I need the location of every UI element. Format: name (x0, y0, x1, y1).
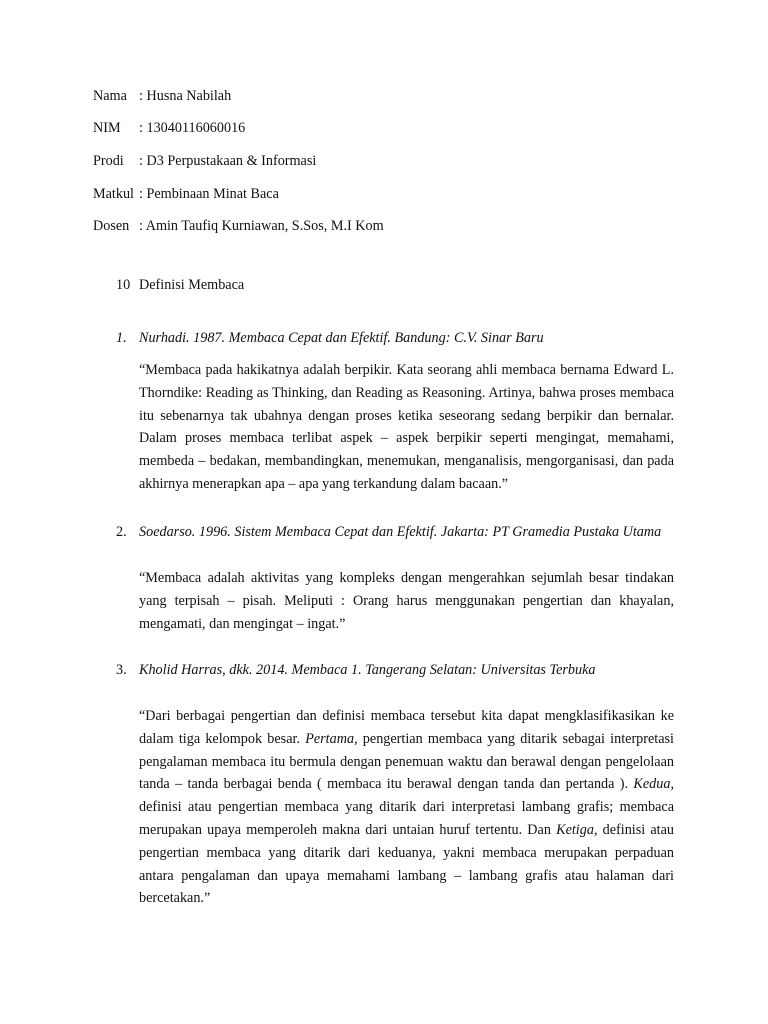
citation-text: Kholid Harras, dkk. 2014. Membaca 1. Tangerang Selatan: Universitas Terbuka (139, 662, 596, 678)
list-item-number: 3. (116, 662, 127, 678)
quote-paragraph (139, 705, 674, 910)
header-value: : Amin Taufiq Kurniawan, S.Sos, M.I Kom (139, 218, 384, 234)
header-row-nama (93, 86, 231, 106)
section-heading (116, 275, 244, 295)
list-item-citation (116, 660, 595, 680)
header-label: Prodi (93, 153, 124, 169)
list-item-number: 2. (116, 524, 127, 540)
quote-text: , definisi atau pengertian membaca yang ditarik dari interpretasi lambang grafis; membaca merupakan upaya memperoleh makna dari untaian huruf tertentu. Dan (139, 776, 674, 838)
header-row-prodi (93, 151, 316, 171)
header-label: NIM (93, 120, 121, 136)
header-label: Matkul (93, 186, 134, 202)
quote-paragraph: “Membaca adalah aktivitas yang kompleks dengan mengerahkan sejumlah besar tindakan yang terpisah – pisah. Meliputi : Orang harus menggunakan pengertian dan khayalan, mengamati, dan mengingat – ingat.” (139, 570, 674, 632)
header-value: : Pembinaan Minat Baca (139, 186, 279, 202)
section-title: Definisi Membaca (139, 277, 245, 293)
quote-text: , definisi atau pengertian membaca yang ditarik dari keduanya, yakni membaca merupakan perpaduan antara pengalaman dan upaya memahami lambang – lambang grafis atau halaman dari bercetakan.” (139, 821, 674, 907)
quote-paragraph: “Membaca pada hakikatnya adalah berpikir. Kata seorang ahli membaca bernama Edward L. Thorndike: Reading as Thinking, dan Reading as Reasoning. Artinya, bahwa proses membaca itu sebenarnya tak ubahnya dengan proses ketika seseorang sedang berpikir dan bernalar. Dalam proses membaca terlibat aspek – aspek berpikir seperti mengingat, memahami, membeda – bedakan, membandingkan, menemukan, menganalisis, mengorganisasi, dan pada akhirnya menerapkan apa – apa yang terkandung dalam bacaan.” (139, 362, 674, 492)
list-item-citation (116, 522, 661, 542)
section-number: 10 (116, 277, 131, 293)
header-row-dosen (93, 216, 384, 236)
header-row-nim (93, 118, 245, 138)
quote-emphasis: Pertama (305, 730, 355, 747)
citation-text: Soedarso. 1996. Sistem Membaca Cepat dan Efektif. Jakarta: PT Gramedia Pustaka Utama (139, 524, 662, 540)
header-label: Dosen (93, 218, 130, 234)
citation-text: Nurhadi. 1987. Membaca Cepat dan Efektif. Bandung: C.V. Sinar Baru (139, 330, 544, 346)
header-value: : 13040116060016 (139, 120, 246, 136)
quote-emphasis: Ketiga (556, 821, 594, 838)
header-value: : Husna Nabilah (139, 88, 232, 104)
header-value: : D3 Perpustakaan & Informasi (139, 153, 317, 169)
list-item-number: 1. (116, 330, 127, 346)
quote-emphasis: Kedua (633, 776, 671, 793)
quote-text: “Dari berbagai pengertian dan definisi membaca tersebut kita dapat mengklasifikasikan ke dalam tiga kelompok besar. (139, 708, 674, 747)
header-label: Nama (93, 88, 127, 104)
header-row-matkul (93, 184, 279, 204)
list-item-citation (116, 328, 544, 348)
quote-text: , pengertian membaca yang ditarik sebagai interpretasi pengalaman membaca itu bermula dengan penemuan waktu dan berawal dengan pengelolaan tanda – tanda berbagai benda ( membaca itu berawal dengan tanda dan pertanda ). (139, 730, 674, 793)
